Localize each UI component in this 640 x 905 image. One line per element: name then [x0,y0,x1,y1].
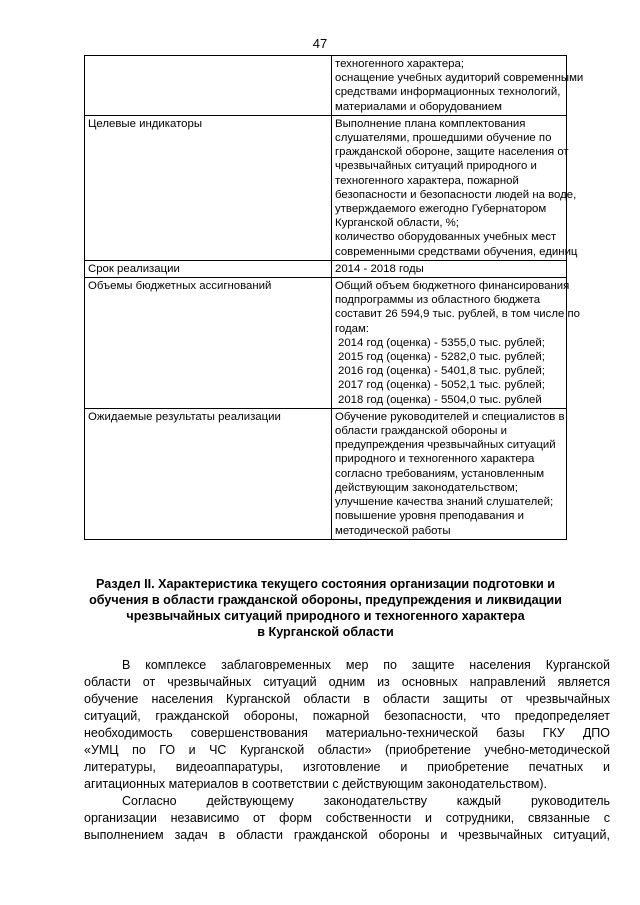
cell-line: техногенного характера, пожарной [335,174,519,187]
cell-line: Общий объем бюджетного финансирования [335,280,570,293]
table-cell-label: Объемы бюджетных ассигнований [85,278,332,409]
paragraph-line: Согласно действующему законодательству каждый руководитель [122,794,610,808]
table-row [85,115,567,260]
table-cell-label: Ожидаемые результаты реализации [85,408,332,539]
cell-line: слушателями, прошедшими обучение по [335,132,552,145]
passport-table [84,55,584,540]
cell-line: действующим законодательством; [335,481,518,494]
cell-line: области гражданской обороны и [335,425,508,438]
paragraph-line: агитационных материалов в соответствии с действующим законодательством). [84,777,547,791]
section-title-line: чрезвычайных ситуаций природного и техногенного характера [126,609,525,623]
paragraph-line: необходимость совершенствования материально-технической базы ГКУ ДПО [84,726,610,740]
table-cell-value [332,260,567,277]
cell-line: техногенного характера; [335,58,464,70]
cell-line: природного и техногенного характера [335,453,535,466]
cell-line: предупреждения чрезвычайных ситуаций [335,439,556,452]
cell-line: Обучение руководителей и специалистов в [335,410,565,423]
cell-line: чрезвычайных ситуаций природного и [335,160,537,173]
paragraph-line: литературы, видеоаппаратуры, изготовление и приобретение печатных и [84,760,610,774]
table-row [85,278,567,409]
table-row [85,56,567,116]
cell-line: улучшение качества знаний слушателей; [335,496,554,509]
table-cell-value [332,56,584,116]
cell-line: подпрограммы из областного бюджета [335,294,541,307]
cell-line: повышение уровня преподавания и [335,510,524,523]
table-cell-value [332,408,567,539]
table-row [85,260,567,277]
section-title-line: в Курганской области [257,625,394,639]
cell-line: количество оборудованных учебных мест [335,231,557,244]
table-cell-label [85,56,332,116]
cell-line: гражданской обороне, защите населения от [335,146,569,159]
cell-line: Курганской области, %; [335,217,459,230]
table-cell-value [332,115,578,260]
section-title-line: Раздел II. Характеристика текущего состояния организации подготовки и [96,577,555,591]
cell-line: оснащение учебных аудиторий современными [335,72,584,85]
cell-line: безопасности и безопасности людей на воде, [335,188,577,201]
cell-line: утверждаемого ежегодно Губернатором [335,203,547,216]
section-title [84,576,567,640]
cell-line: 2015 год (оценка) - 5282,0 тыс. рублей; [338,351,545,364]
cell-line: 2014 - 2018 годы [335,262,424,275]
cell-line: 2014 год (оценка) - 5355,0 тыс. рублей; [338,336,545,349]
page-number: 47 [312,36,328,51]
table-cell-label: Целевые индикаторы [85,115,332,260]
cell-line: современными средствами обучения, единиц [335,245,578,258]
cell-line: согласно требованиям, установленным [335,467,545,480]
paragraph-line: выполнением задач в области гражданской обороны и чрезвычайных ситуаций, [84,828,610,842]
cell-line: 2017 год (оценка) - 5052,1 тыс. рублей; [338,379,545,392]
table-cell-label: Срок реализации [85,260,332,277]
paragraph-line: обучение населения Курганской области в области защиты от чрезвычайных [84,692,610,706]
cell-line: методической работы [335,524,451,537]
section-title-line: обучения в области гражданской обороны, предупреждения и ликвидации [89,593,562,607]
paragraph-line: В комплексе заблаговременных мер по защите населения Курганской [122,658,610,672]
paragraph-line: ситуаций, гражданской обороны, пожарной безопасности, что предопределяет [84,709,610,723]
table-row [85,408,567,539]
body-text [84,657,610,844]
cell-line: 2016 год (оценка) - 5401,8 тыс. рублей; [338,365,545,378]
cell-line: средствами информационных технологий, [335,86,561,99]
cell-line: Выполнение плана комплектования [335,117,526,130]
cell-line: 2018 год (оценка) - 5504,0 тыс. рублей [338,393,542,406]
cell-line: годам: [335,322,369,335]
paragraph-line: «УМЦ по ГО и ЧС Курганской области» (приобретение учебно-методической [84,743,610,757]
cell-line: составит 26 594,9 тыс. рублей, в том числе по [335,308,580,321]
cell-line: материалами и оборудованием [335,100,503,113]
table-cell-value [332,278,580,409]
paragraph-line: области от чрезвычайных ситуаций одним из основных направлений является [84,675,610,689]
paragraph-line: организации независимо от форм собственности и сотрудники, связанные с [84,811,610,825]
